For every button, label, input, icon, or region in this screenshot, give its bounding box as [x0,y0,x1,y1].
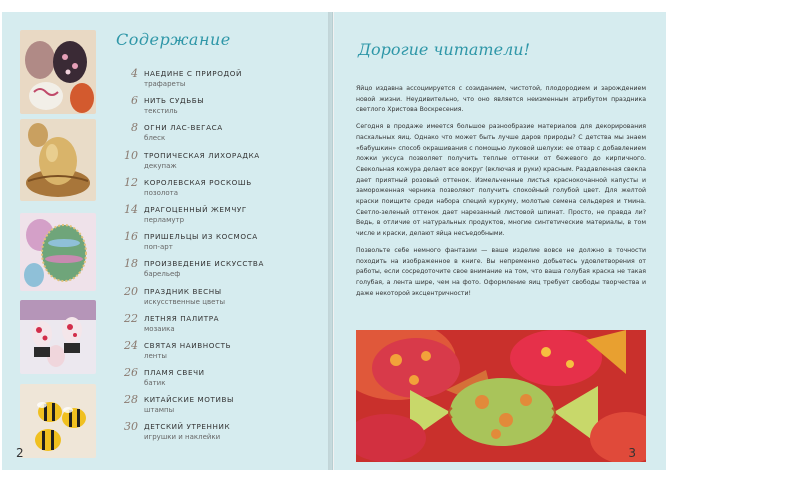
toc-page-number: 18 [124,257,138,271]
eggs-illustration [20,30,96,114]
toc-page-number: 14 [124,202,138,216]
photo-golden-egg [20,119,96,201]
toc-item [112,367,322,394]
toc-technique: ленты [144,351,167,360]
toc-technique: перламутр [144,215,185,224]
toc-chapter-title: НАЕДИНЕ С ПРИРОДОЙ [144,69,242,78]
toc-technique: позолота [144,188,178,197]
intro-paragraph: Сегодня в продаже имеется большое разнообразие материалов для декорирования пасхальных яиц. Однако что может быть лучше даров природы? С детства мы знаем «бабушкин» способ окрашивания с помощью луковой шелухи: ее отвар с добавлением ложки уксуса позволяет получить теплые оттенки от бежевого до кирпичного. Свекольная кожура делает все вокруг (включая и руки) красным. Раздавленная свекла дает приятный розовый оттенок. Измельченные листья краснокочанной капусты и замороженная черника позволяют получить спокойный голубой цвет. Для желтой краски поищите среди набора специй куркуму, молотые семена сельдерея и тмина. Светло-зеленый оттенок дает нарезанный листовой шпинат. Просто, не правда ли? Ведь, в отличие от натуральных продуктов, многие синтетические материалы, в том числе и краски, делают яйца несъедобными. [356,123,646,238]
toc-item [112,313,322,340]
photo-wrapped-eggs [356,330,646,462]
toc-chapter-title: КИТАЙСКИЕ МОТИВЫ [144,395,234,405]
toc-technique: искусственные цветы [144,297,225,306]
toc-item [112,231,322,258]
toc-item [112,177,322,204]
toc-item [112,394,322,421]
toc-item [112,204,322,231]
toc-technique: батик [144,379,166,388]
toc-page-number: 28 [124,393,138,407]
toc-technique: барельеф [144,270,181,279]
toc-item [112,421,322,448]
intro-text [356,84,646,305]
intro-title: Дорогие читатели! [358,40,530,59]
page-number-right: 3 [628,446,636,460]
toc-technique: блеск [144,134,166,143]
toc-chapter-title: ЛЕТНЯЯ ПАЛИТРА [144,313,220,323]
toc-technique: штампы [144,406,175,415]
toc-chapter-title: СВЯТАЯ НАИВНОСТЬ [144,340,232,350]
toc-page-number: 16 [124,230,138,244]
photo-stencil-eggs [20,30,96,114]
toc-page-number: 10 [124,148,138,162]
toc-technique: игрушки и наклейки [144,433,221,442]
toc-page-number: 24 [124,338,138,352]
intro-paragraph: Яйцо издавна ассоциируется с созиданием, чистотой, плодородием и зарождением новой жизни. Неудивительно, что оно является неизменным атрибутом праздника светлого Христова Воскресения. [356,85,646,114]
toc-technique: поп-арт [144,243,173,252]
toc-chapter-title: ПРАЗДНИК ВЕСНЫ [144,286,222,296]
toc-chapter-title: ПРОИЗВЕДЕНИЕ ИСКУССТВА [144,259,264,269]
toc-chapter-title: ПРИШЕЛЬЦЫ ИЗ КОСМОСА [144,232,258,242]
toc-page-number: 6 [131,94,138,108]
photo-bee-eggs [20,384,96,458]
photo-popart-eggs [20,300,96,374]
toc-item [112,122,322,149]
toc-chapter-title: ДРАГОЦЕННЫЙ ЖЕМЧУГ [144,204,247,214]
table-of-contents [112,68,322,449]
toc-chapter-title: ОГНИ ЛАС-ВЕГАСА [144,123,223,133]
toc-chapter-title: ПЛАМЯ СВЕЧИ [144,368,205,378]
toc-item [112,95,322,122]
wrapped-eggs-illustration [356,330,646,462]
toc-page-number: 8 [131,121,138,135]
toc-item [112,258,322,285]
toc-item [112,340,322,367]
toc-chapter-title: ТРОПИЧЕСКАЯ ЛИХОРАДКА [144,150,260,160]
beaded-eggs-illustration [20,213,96,291]
toc-chapter-title: КОРОЛЕВСКАЯ РОСКОШЬ [144,177,252,187]
contents-page [2,12,333,470]
toc-technique: текстиль [144,107,178,116]
toc-page-number: 12 [124,175,138,189]
toc-page-number: 4 [131,67,138,80]
toc-item [112,150,322,177]
intro-page [334,12,666,470]
toc-page-number: 22 [124,311,138,325]
page-number-left: 2 [16,446,24,460]
intro-paragraph: Позвольте себе немного фантазии — ваше изделие вовсе не должно в точности походить на изображенное в книге. Вы непременно добьетесь удовлетворения от работы, если сосредоточите свое внимание на том, что ваша голубая краска не такая голубая, а лента шире, чем на фото. Оформление яиц требует свободы творчества и даже некоторой эксцентричности! [356,246,646,297]
toc-technique: трафареты [144,80,186,88]
toc-technique: мозаика [144,324,175,333]
photo-beaded-eggs [20,213,96,291]
toc-page-number: 30 [124,420,138,434]
popart-eggs-illustration [20,300,96,374]
bee-eggs-illustration [20,384,96,458]
toc-item [112,286,322,313]
toc-technique: декупаж [144,161,177,170]
toc-chapter-title: ДЕТСКИЙ УТРЕННИК [144,422,231,432]
toc-item [112,68,322,95]
toc-chapter-title: НИТЬ СУДЬБЫ [144,96,205,106]
toc-page-number: 26 [124,366,138,380]
contents-title: Содержание [116,30,231,49]
toc-page-number: 20 [124,284,138,298]
nest-egg-illustration [20,119,96,201]
